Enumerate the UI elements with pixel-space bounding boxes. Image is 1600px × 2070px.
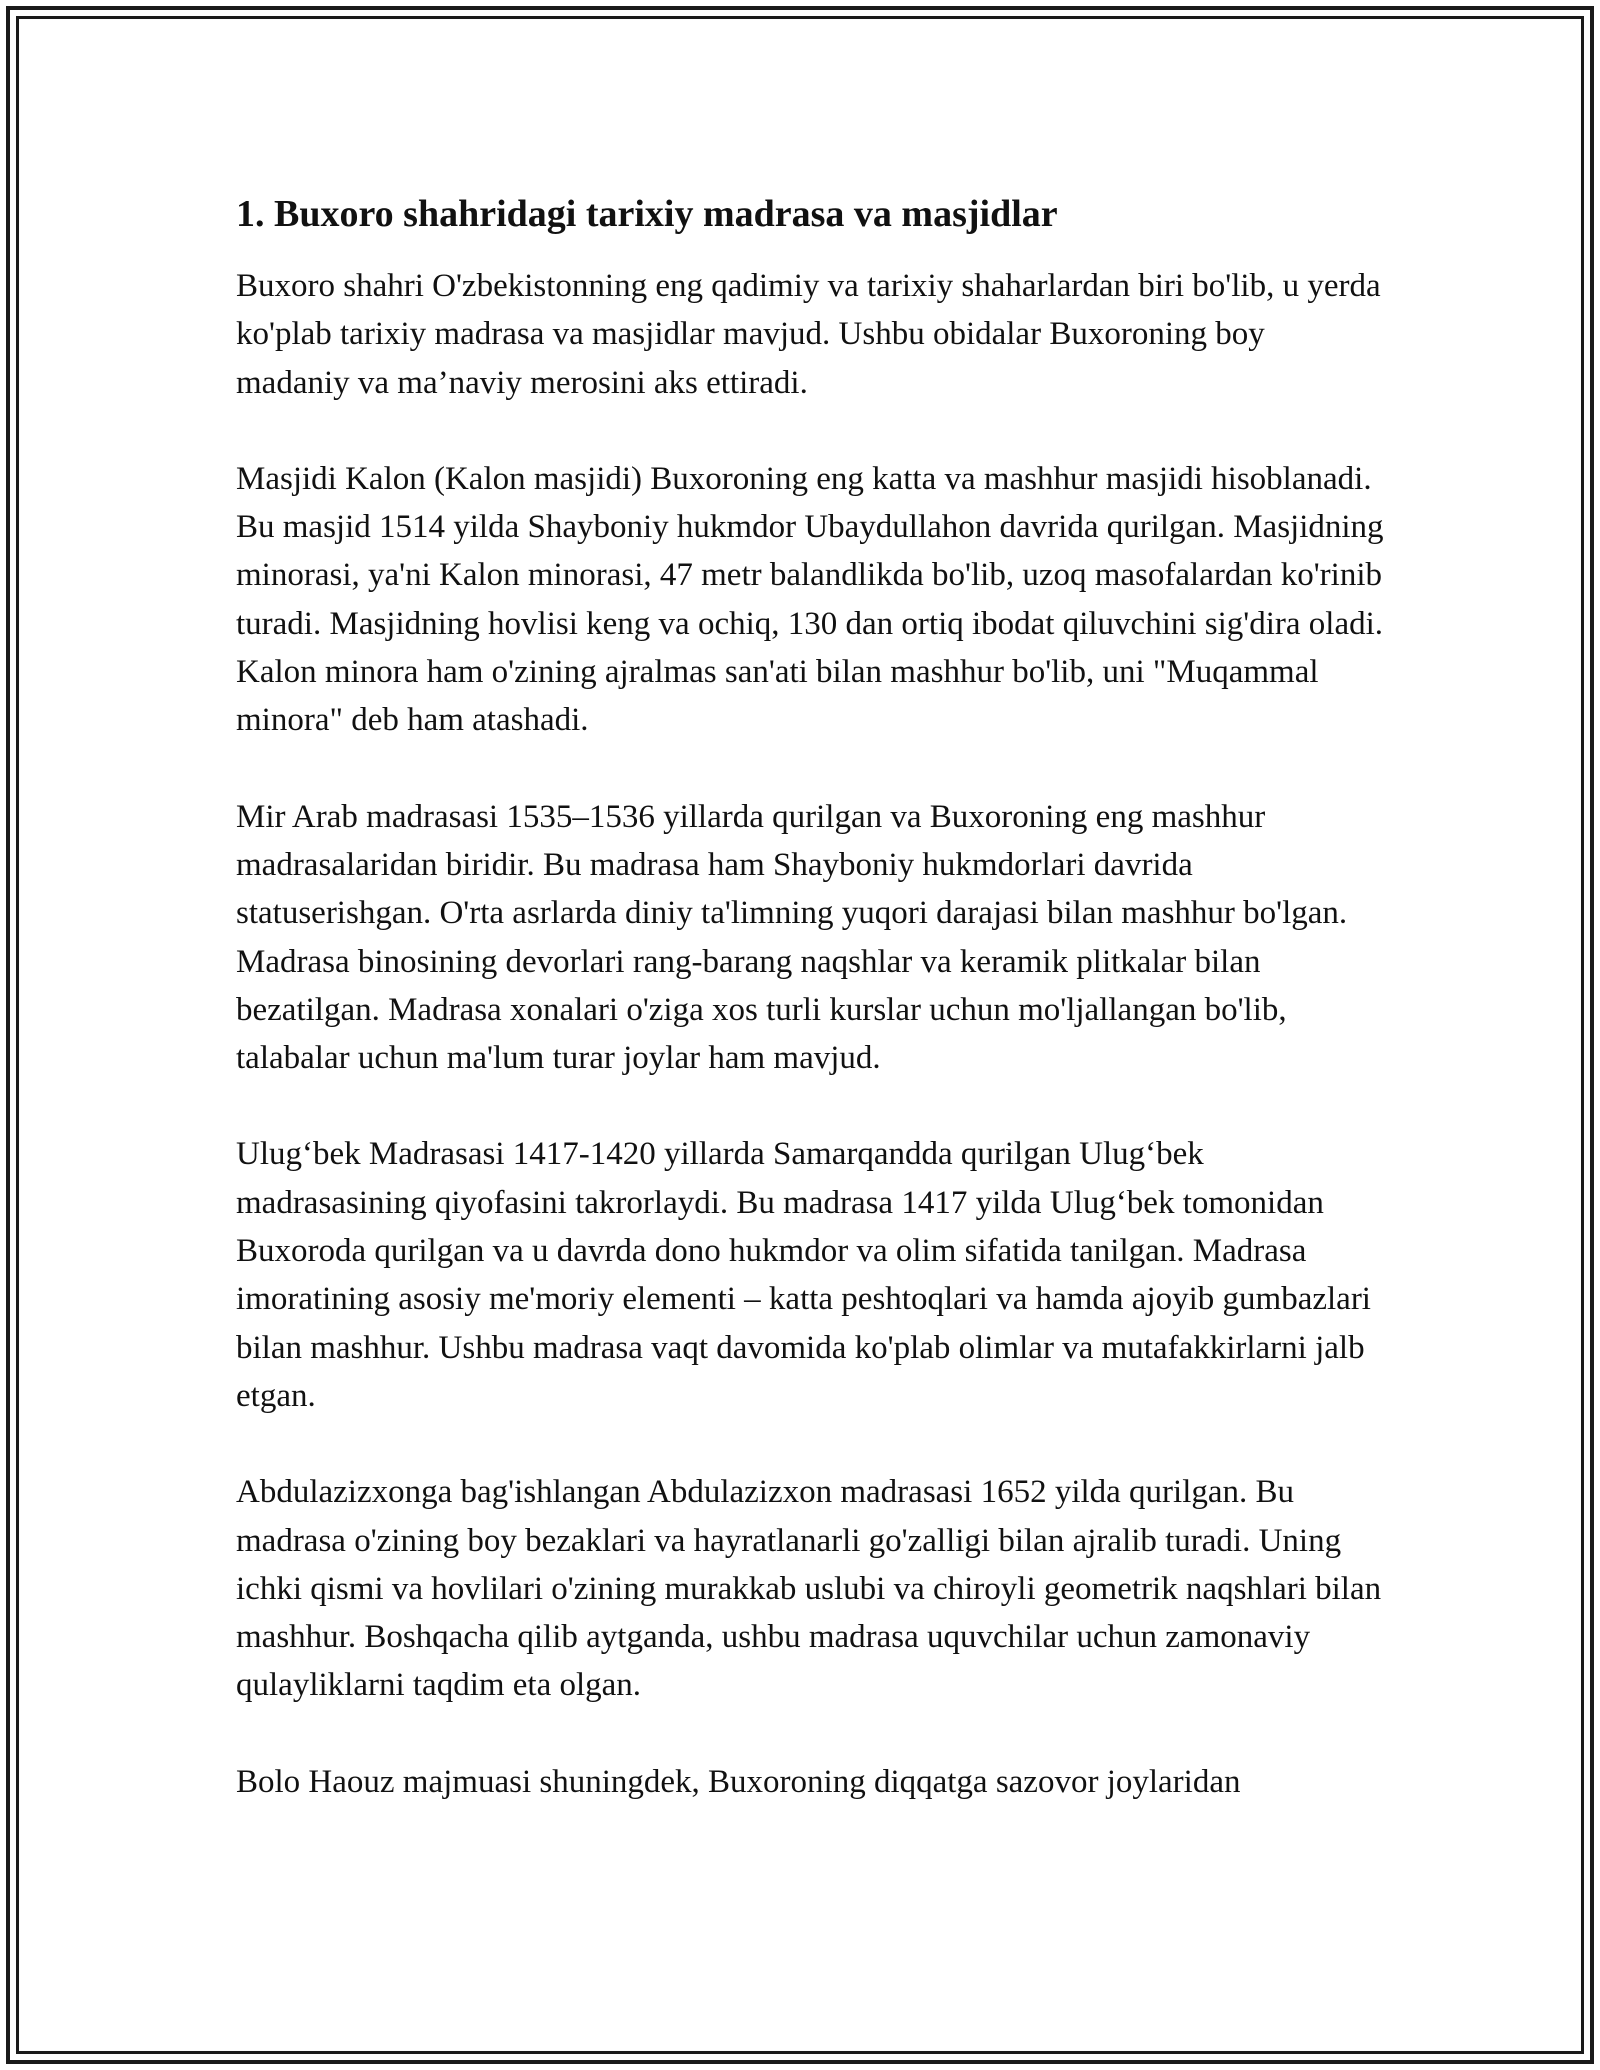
document-body (236, 188, 1386, 1854)
paragraph-bolo-haouz: Bolo Haouz majmuasi shuningdek, Buxoroning diqqatga sazovor joylaridan (236, 1763, 1241, 1800)
paragraph-mir-arab: Mir Arab madrasasi 1535–1536 yillarda qurilgan va Buxoroning eng mashhur madrasalaridan biridir. Bu madrasa ham Shayboniy hukmdorlari davrida statuserishgan. O'rta asrlarda diniy ta'limning yuqori darajasi bilan mashhur bo'lgan. Madrasa binosining devorlari rang-barang naqshlar va keramik plitkalar bilan bezatilgan. Madrasa xonalari o'ziga xos turli kurslar uchun mo'ljallangan bo'lib, talabalar uchun ma'lum turar joylar ham mavjud. (236, 798, 1348, 1077)
section-heading: 1. Buxoro shahridagi tarixiy madrasa va masjidlar (236, 193, 1058, 235)
paragraph-ulugbek: Ulug‘bek Madrasasi 1417-1420 yillarda Samarqandda qurilgan Ulug‘bek madrasasining qiyofasini takrorlaydi. Bu madrasa 1417 yilda Ulug‘bek tomonidan Buxoroda qurilgan va u davrda dono hukmdor va olim sifatida tanilgan. Madrasa imoratining asosiy me'moriy elementi – katta peshtoqlari va hamda ajoyib gumbazlari bilan mashhur. Ushbu madrasa vaqt davomida ko'plab olimlar va mutafakkirlarni jalb etgan. (236, 1136, 1371, 1414)
paragraph-intro: Buxoro shahri O'zbekistonning eng qadimiy va tarixiy shaharlardan biri bo'lib, u yerda ko'plab tarixiy madrasa va masjidlar mavjud. Ushbu obidalar Buxoroning boy madaniy va ma’naviy merosini aks ettiradi. (236, 268, 1381, 401)
paragraph-kalon-mosque: Masjidi Kalon (Kalon masjidi) Buxoroning eng katta va mashhur masjidi hisoblanadi. Bu masjid 1514 yilda Shayboniy hukmdor Ubaydullahon davrida qurilgan. Masjidning minorasi, ya'ni Kalon minorasi, 47 metr balandlikda bo'lib, uzoq masofalardan ko'rinib turadi. Masjidning hovlisi keng va ochiq, 130 dan ortiq ibodat qiluvchini sig'dira oladi. Kalon minora ham o'zining ajralmas san'ati bilan mashhur bo'lib, uni "Muqammal minora" deb ham atashadi. (236, 460, 1384, 739)
paragraph-abdulazizxon: Abdulazizxonga bag'ishlangan Abdulazizxon madrasasi 1652 yilda qurilgan. Bu madrasa o'zining boy bezaklari va hayratlanarli go'zalligi bilan ajralib turadi. Uning ichki qismi va hovlilari o'zining murakkab uslubi va chiroyli geometrik naqshlari bilan mashhur. Boshqacha qilib aytganda, ushbu madrasa uquvchilar uchun zamonaviy qulayliklarni taqdim eta olgan. (236, 1474, 1382, 1704)
